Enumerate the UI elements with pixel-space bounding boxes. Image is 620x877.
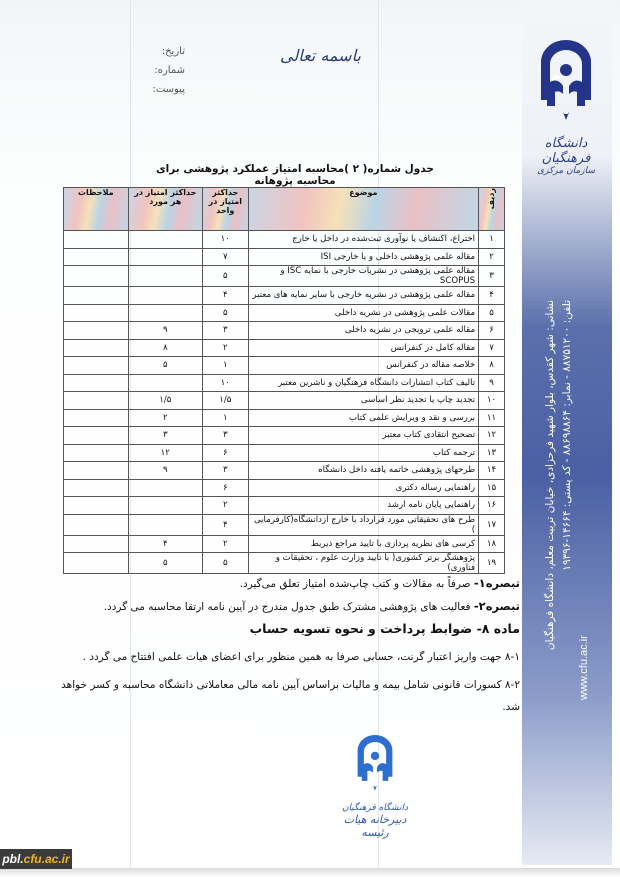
row-topic: مقاله کامل در کنفرانس bbox=[248, 339, 478, 357]
row-index: ۱۹ bbox=[479, 553, 505, 574]
university-name: دانشگاه فرهنگیان bbox=[541, 136, 591, 166]
table-row bbox=[64, 427, 505, 445]
row-topic: راهنمایی پایان نامه ارشد bbox=[248, 497, 478, 515]
row-unit-max: ۶ bbox=[203, 444, 249, 462]
stamp-university: دانشگاه فرهنگیان bbox=[341, 803, 409, 813]
row-index: ۱۷ bbox=[479, 514, 505, 535]
row-topic: طرحهای پژوهشی خاتمه یافته داخل دانشگاه bbox=[248, 462, 478, 480]
row-index: ۱۵ bbox=[479, 479, 505, 497]
table-row bbox=[64, 514, 505, 535]
table-header-row bbox=[64, 188, 505, 231]
row-case-max: ۱/۵ bbox=[128, 392, 202, 410]
row-case-max bbox=[128, 304, 202, 322]
table-row bbox=[64, 231, 505, 249]
row-index: ۵ bbox=[479, 304, 505, 322]
row-index: ۲ bbox=[479, 248, 505, 266]
row-case-max: ۴ bbox=[128, 535, 202, 553]
row-case-max: ۳ bbox=[128, 427, 202, 445]
office-stamp bbox=[330, 735, 420, 839]
table-row bbox=[64, 322, 505, 340]
row-index: ۱۳ bbox=[479, 444, 505, 462]
row-topic: پژوهشگر برتر کشوری( با تایید وزارت علوم ، تحقیقات و فناوری) bbox=[248, 553, 478, 574]
row-notes bbox=[64, 462, 129, 480]
row-notes bbox=[64, 287, 129, 305]
row-unit-max: ۱ bbox=[203, 357, 249, 375]
row-case-max bbox=[128, 287, 202, 305]
stamp-office: دبیرخانه هیات رئیسه bbox=[343, 813, 407, 839]
stamp-emblem-icon bbox=[353, 735, 397, 799]
row-topic: راهنمایی رساله دکتری bbox=[248, 479, 478, 497]
row-notes bbox=[64, 266, 129, 287]
row-topic: طرح های تحقیقاتی مورد قرارداد با خارج ازدانشگاه(کارفرمایی ) bbox=[248, 514, 478, 535]
row-index: ۱۱ bbox=[479, 409, 505, 427]
row-notes bbox=[64, 427, 129, 445]
row-notes bbox=[64, 339, 129, 357]
row-index: ۱۶ bbox=[479, 497, 505, 515]
row-unit-max: ۲ bbox=[203, 339, 249, 357]
row-notes bbox=[64, 497, 129, 515]
row-index: ۱۴ bbox=[479, 462, 505, 480]
table-row bbox=[64, 535, 505, 553]
row-topic: ترجمه کتاب bbox=[248, 444, 478, 462]
header-topic: موضوع bbox=[248, 188, 478, 231]
article-8-heading: ماده ۸- ضوابط پرداخت و نحوه تسویه حساب bbox=[249, 621, 520, 636]
row-topic: مقاله علمی پژوهشی در نشریه خارجی با سایر نمایه های معتبر bbox=[248, 287, 478, 305]
row-unit-max: ۱۰ bbox=[203, 374, 249, 392]
letter-heading: باسمه تعالی bbox=[280, 46, 361, 65]
row-case-max: ۲ bbox=[128, 409, 202, 427]
row-topic: مقاله علمی پژوهشی در نشریات خارجی با نمایه ISC و SCOPUS bbox=[248, 266, 478, 287]
row-unit-max: ۵ bbox=[203, 553, 249, 574]
table-row bbox=[64, 444, 505, 462]
university-emblem-icon bbox=[535, 40, 597, 132]
header-unit-max: حداکثر امتیاز در واحد bbox=[203, 188, 249, 231]
note-1: تبصره۱- صرفاً به مقالات و کتب چاپ‌شده امتیاز تعلق می‌گیرد. bbox=[239, 576, 520, 590]
row-index: ۷ bbox=[479, 339, 505, 357]
row-topic: مقاله علمی پژوهشی داخلی و یا خارجی ISI bbox=[248, 248, 478, 266]
row-notes bbox=[64, 357, 129, 375]
row-unit-max: ۲ bbox=[203, 535, 249, 553]
row-unit-max: ۳ bbox=[203, 462, 249, 480]
research-score-table bbox=[63, 187, 505, 574]
row-index: ۱۲ bbox=[479, 427, 505, 445]
row-topic: کرسی های نظریه پردازی با تایید مراجع ذیربط bbox=[248, 535, 478, 553]
table-row bbox=[64, 248, 505, 266]
row-notes bbox=[64, 322, 129, 340]
row-case-max: ۹ bbox=[128, 322, 202, 340]
header-index: ردیف bbox=[479, 188, 505, 231]
watermark-badge[interactable]: pbl.cfu.ac.ir bbox=[0, 849, 72, 869]
page-edge bbox=[0, 868, 620, 877]
row-index: ۱ bbox=[479, 231, 505, 249]
header-case-max: حداکثر امتیاز در هر مورد bbox=[128, 188, 202, 231]
row-index: ۳ bbox=[479, 266, 505, 287]
row-topic: تصحیح انتقادی کتاب معتبر bbox=[248, 427, 478, 445]
row-notes bbox=[64, 535, 129, 553]
row-topic: خلاصه مقاله در کنفرانس bbox=[248, 357, 478, 375]
row-notes bbox=[64, 553, 129, 574]
row-case-max: ۹ bbox=[128, 462, 202, 480]
row-unit-max: ۷ bbox=[203, 248, 249, 266]
row-unit-max: ۳ bbox=[203, 427, 249, 445]
row-notes bbox=[64, 374, 129, 392]
row-case-max bbox=[128, 374, 202, 392]
row-case-max bbox=[128, 266, 202, 287]
row-unit-max: ۵ bbox=[203, 304, 249, 322]
row-unit-max: ۴ bbox=[203, 287, 249, 305]
row-topic: مقاله علمی ترویجی در نشریه داخلی bbox=[248, 322, 478, 340]
row-topic: بررسی و نقد و ویرایش علمی کتاب bbox=[248, 409, 478, 427]
row-index: ۱۸ bbox=[479, 535, 505, 553]
row-notes bbox=[64, 304, 129, 322]
row-notes bbox=[64, 248, 129, 266]
table-row bbox=[64, 304, 505, 322]
row-index: ۹ bbox=[479, 374, 505, 392]
row-unit-max: ۱ bbox=[203, 409, 249, 427]
article-8-item-2: ۸-۲ کسورات قانونی شامل بیمه و مالیات براساس آیین نامه مالی معاملاتی دانشگاه محاسبه و کسر خواهد شد. bbox=[61, 679, 520, 713]
row-case-max: ۸ bbox=[128, 339, 202, 357]
row-index: ۶ bbox=[479, 322, 505, 340]
table-row bbox=[64, 266, 505, 287]
row-notes bbox=[64, 479, 129, 497]
row-notes bbox=[64, 409, 129, 427]
row-unit-max: ۲ bbox=[203, 497, 249, 515]
row-unit-max: ۱۰ bbox=[203, 231, 249, 249]
letter-meta bbox=[140, 42, 185, 99]
table-title: جدول شماره( ۲ )محاسبه امتیاز عملکرد پژوهشی برای محاسبه پژوهانه bbox=[156, 163, 434, 187]
attachment-label: پیوست: bbox=[152, 84, 185, 95]
table-row bbox=[64, 479, 505, 497]
university-subtitle: سازمان مرکزی bbox=[537, 166, 595, 176]
row-unit-max: ۵ bbox=[203, 266, 249, 287]
row-unit-max: ۱/۵ bbox=[203, 392, 249, 410]
row-topic: اختراع، اکتشاف یا نوآوری ثبت‌شده در داخل یا خارج bbox=[248, 231, 478, 249]
row-index: ۴ bbox=[479, 287, 505, 305]
row-case-max: ۵ bbox=[128, 357, 202, 375]
table-row bbox=[64, 339, 505, 357]
row-case-max bbox=[128, 231, 202, 249]
row-unit-max: ۳ bbox=[203, 322, 249, 340]
row-case-max bbox=[128, 497, 202, 515]
row-unit-max: ۴ bbox=[203, 514, 249, 535]
row-case-max: ۵ bbox=[128, 553, 202, 574]
row-notes bbox=[64, 514, 129, 535]
header-notes: ملاحظات bbox=[64, 188, 129, 231]
table-row bbox=[64, 553, 505, 574]
row-notes bbox=[64, 231, 129, 249]
table-row bbox=[64, 374, 505, 392]
table-row bbox=[64, 392, 505, 410]
note-2: تبصره۲- فعالیت های پژوهشی مشترک طبق جدول مندرج در آیین نامه ارتقا محاسبه می گردد. bbox=[103, 599, 520, 613]
table-row bbox=[64, 357, 505, 375]
row-notes bbox=[64, 444, 129, 462]
row-topic: مقالات علمی پژوهشی در نشریه داخلی bbox=[248, 304, 478, 322]
article-8-item-1: ۸-۱ جهت واریز اعتبار گرنت، حسابی صرفا به همین منظور برای اعضای هیات علمی افتتاح می گردد . bbox=[82, 651, 520, 663]
row-case-max bbox=[128, 479, 202, 497]
notes-section bbox=[45, 572, 520, 718]
university-logo bbox=[528, 40, 604, 180]
table-row bbox=[64, 287, 505, 305]
table-row bbox=[64, 462, 505, 480]
row-case-max bbox=[128, 248, 202, 266]
row-unit-max: ۶ bbox=[203, 479, 249, 497]
address-text: نشانی: شهر کقدس، بلوار شهید فرحزادی، خیابان تربیت معلم، دانشگاه فرهنگیان bbox=[544, 300, 556, 651]
number-label: شماره: bbox=[154, 65, 185, 76]
table-row bbox=[64, 409, 505, 427]
contact-info bbox=[542, 300, 602, 700]
row-topic: تجدید چاپ یا تجدید نظر اساسی bbox=[248, 392, 478, 410]
website-link[interactable]: www.cfu.ac.ir bbox=[578, 635, 590, 700]
row-case-max: ۱۲ bbox=[128, 444, 202, 462]
row-case-max bbox=[128, 514, 202, 535]
date-label: تاریخ: bbox=[161, 46, 185, 57]
row-topic: تالیف کتاب انتشارات دانشگاه فرهنگیان و ناشرین معتبر bbox=[248, 374, 478, 392]
row-index: ۱۰ bbox=[479, 392, 505, 410]
phone-text: تلفن: ۸۸۷۵۱۲۰۰ - نمابر: ۸۸۶۹۸۸۶۴ - کد پستی: ۱۴۶۶۴-۱۹۳۹۶ bbox=[561, 300, 573, 571]
row-notes bbox=[64, 392, 129, 410]
row-index: ۸ bbox=[479, 357, 505, 375]
table-row bbox=[64, 497, 505, 515]
